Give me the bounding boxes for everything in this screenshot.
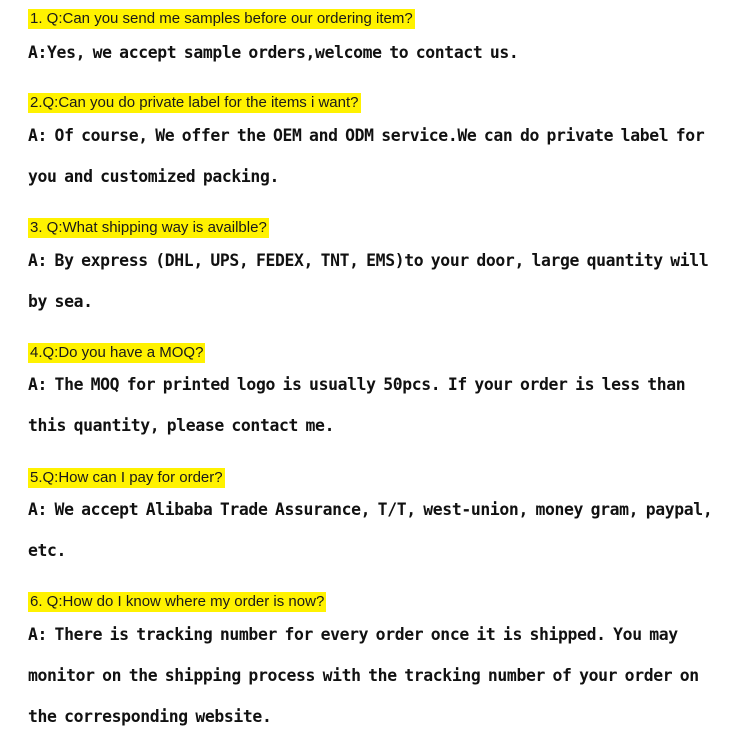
faq-question-5: 5.Q:How can I pay for order? bbox=[30, 469, 223, 486]
faq-answer-2: A: Of course, We offer the OEM and ODM service.We can do private label for you and customized packing. bbox=[28, 126, 705, 186]
faq-answer-5: A: We accept Alibaba Trade Assurance, T/T, west-union, money gram, paypal, etc. bbox=[28, 500, 713, 560]
faq-answer-1: A:Yes, we accept sample orders,welcome to contact us. bbox=[28, 43, 519, 62]
faq-question-6: 6. Q:How do I know where my order is now? bbox=[30, 593, 325, 610]
faq-answer-6: A: There is tracking number for every order once it is shipped. You may monitor on the shipping process with the tracking number of your order on the corresponding website. bbox=[28, 625, 699, 726]
faq-question-2: 2.Q:Can you do private label for the items i want? bbox=[30, 94, 359, 111]
faq-question-1: 1. Q:Can you send me samples before our ordering item? bbox=[30, 10, 413, 27]
faq-answer-4: A: The MOQ for printed logo is usually 50pcs. If your order is less than this quantity, please contact me. bbox=[28, 375, 686, 435]
faq-question-3: 3. Q:What shipping way is availble? bbox=[30, 219, 267, 236]
faq-question-4: 4.Q:Do you have a MOQ? bbox=[30, 344, 204, 361]
faq-answer-3: A: By express (DHL, UPS, FEDEX, TNT, EMS)to your door, large quantity will by sea. bbox=[28, 251, 709, 311]
